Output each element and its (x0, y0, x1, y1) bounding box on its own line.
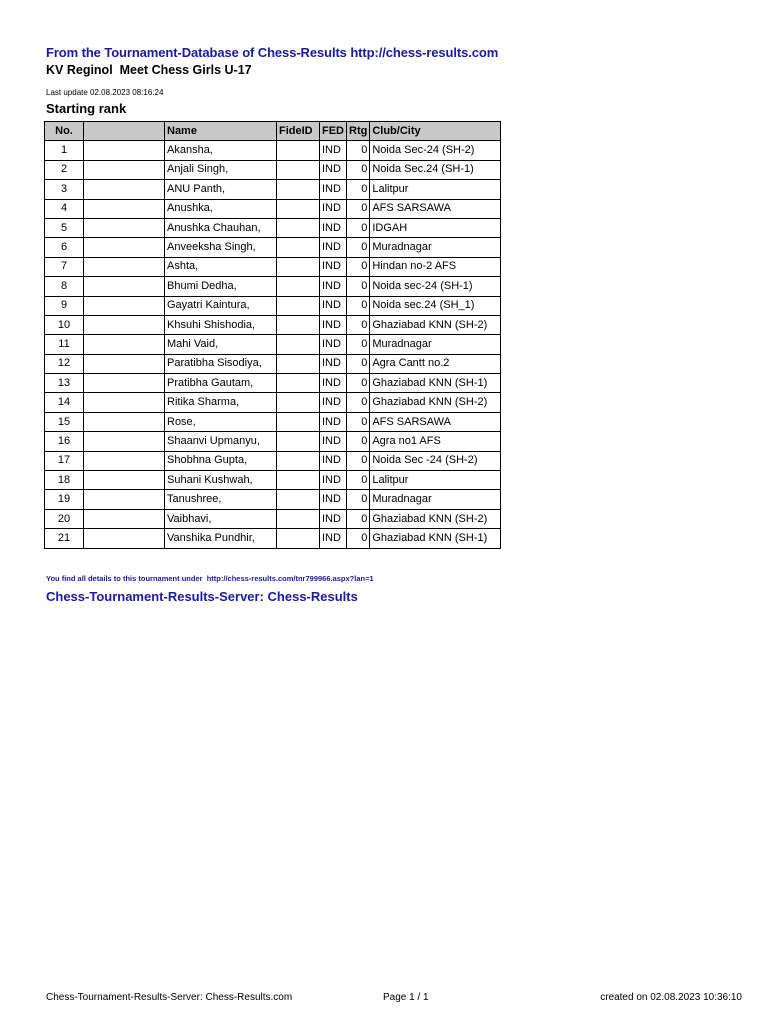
cell-club: Noida Sec -24 (SH-2) (370, 451, 501, 470)
cell-no: 13 (45, 374, 84, 393)
cell-club: Lalitpur (370, 180, 501, 199)
cell-no: 21 (45, 529, 84, 548)
cell-fed: IND (320, 490, 347, 509)
cell-fed: IND (320, 451, 347, 470)
cell-title (84, 141, 165, 160)
cell-no: 12 (45, 354, 84, 373)
cell-club: Muradnagar (370, 238, 501, 257)
table-row (45, 529, 501, 548)
column-header-name: Name (165, 122, 277, 141)
cell-no: 10 (45, 315, 84, 334)
table-row (45, 199, 501, 218)
cell-rtg: 0 (347, 529, 370, 548)
cell-name: Vanshika Pundhir, (165, 529, 277, 548)
column-header-title (84, 122, 165, 141)
cell-club: Agra no1 AFS (370, 432, 501, 451)
cell-name: Paratibha Sisodiya, (165, 354, 277, 373)
cell-fideid (277, 529, 320, 548)
table-row (45, 141, 501, 160)
cell-no: 9 (45, 296, 84, 315)
cell-no: 17 (45, 451, 84, 470)
page-number: Page 1 / 1 (383, 992, 429, 1003)
cell-rtg: 0 (347, 218, 370, 237)
cell-name: Shobhna Gupta, (165, 451, 277, 470)
cell-fed: IND (320, 432, 347, 451)
cell-title (84, 529, 165, 548)
cell-name: Ashta, (165, 257, 277, 276)
cell-club: Noida sec.24 (SH_1) (370, 296, 501, 315)
tournament-details-link[interactable]: http://chess-results.com/tnr799966.aspx?lan=1 (206, 574, 374, 583)
cell-fed: IND (320, 374, 347, 393)
cell-title (84, 180, 165, 199)
cell-rtg: 0 (347, 199, 370, 218)
cell-title (84, 335, 165, 354)
table-row (45, 277, 501, 296)
cell-name: Rose, (165, 412, 277, 431)
cell-name: Anveeksha Singh, (165, 238, 277, 257)
cell-fed: IND (320, 296, 347, 315)
cell-fideid (277, 141, 320, 160)
cell-no: 20 (45, 509, 84, 528)
cell-fed: IND (320, 277, 347, 296)
cell-rtg: 0 (347, 296, 370, 315)
footer-left: Chess-Tournament-Results-Server: Chess-Results.com (46, 992, 293, 1003)
cell-fed: IND (320, 257, 347, 276)
table-row (45, 354, 501, 373)
cell-title (84, 451, 165, 470)
cell-rtg: 0 (347, 160, 370, 179)
chess-results-link[interactable]: http://chess-results.com (350, 45, 499, 60)
cell-club: Ghaziabad KNN (SH-1) (370, 374, 501, 393)
cell-fed: IND (320, 335, 347, 354)
cell-rtg: 0 (347, 412, 370, 431)
cell-title (84, 412, 165, 431)
cell-name: Ritika Sharma, (165, 393, 277, 412)
cell-title (84, 354, 165, 373)
cell-fed: IND (320, 160, 347, 179)
starting-rank-table (44, 121, 501, 549)
cell-club: Ghaziabad KNN (SH-2) (370, 509, 501, 528)
cell-name: Shaanvi Upmanyu, (165, 432, 277, 451)
cell-name: Akansha, (165, 141, 277, 160)
cell-fideid (277, 432, 320, 451)
column-header-fideid: FideID (277, 122, 320, 141)
cell-club: Lalitpur (370, 471, 501, 490)
cell-name: Khsuhi Shishodia, (165, 315, 277, 334)
cell-fideid (277, 199, 320, 218)
server-title: Chess-Tournament-Results-Server: Chess-Results (46, 589, 358, 604)
cell-name: Mahi Vaid, (165, 335, 277, 354)
cell-fed: IND (320, 529, 347, 548)
cell-name: Bhumi Dedha, (165, 277, 277, 296)
cell-fideid (277, 509, 320, 528)
cell-name: Gayatri Kaintura, (165, 296, 277, 315)
cell-no: 2 (45, 160, 84, 179)
cell-rtg: 0 (347, 257, 370, 276)
cell-fideid (277, 471, 320, 490)
table-row (45, 315, 501, 334)
table-row (45, 296, 501, 315)
cell-fideid (277, 277, 320, 296)
cell-name: Suhani Kushwah, (165, 471, 277, 490)
cell-no: 11 (45, 335, 84, 354)
cell-fideid (277, 238, 320, 257)
cell-title (84, 393, 165, 412)
cell-name: Anushka Chauhan, (165, 218, 277, 237)
cell-fideid (277, 218, 320, 237)
cell-no: 18 (45, 471, 84, 490)
table-row (45, 412, 501, 431)
table-row (45, 160, 501, 179)
table-row (45, 374, 501, 393)
cell-no: 6 (45, 238, 84, 257)
cell-fed: IND (320, 471, 347, 490)
cell-club: Agra Cantt no.2 (370, 354, 501, 373)
table-row (45, 393, 501, 412)
details-prefix: You find all details to this tournament under (46, 574, 207, 583)
cell-title (84, 374, 165, 393)
cell-title (84, 199, 165, 218)
cell-title (84, 296, 165, 315)
cell-no: 15 (45, 412, 84, 431)
cell-rtg: 0 (347, 238, 370, 257)
cell-name: Vaibhavi, (165, 509, 277, 528)
cell-fideid (277, 315, 320, 334)
cell-title (84, 218, 165, 237)
section-title: Starting rank (46, 101, 127, 116)
cell-rtg: 0 (347, 393, 370, 412)
cell-title (84, 160, 165, 179)
cell-rtg: 0 (347, 374, 370, 393)
cell-fed: IND (320, 199, 347, 218)
cell-fideid (277, 180, 320, 199)
created-on: created on 02.08.2023 10:36:10 (600, 992, 742, 1003)
cell-title (84, 432, 165, 451)
cell-rtg: 0 (347, 509, 370, 528)
cell-fideid (277, 393, 320, 412)
cell-fed: IND (320, 393, 347, 412)
cell-club: Muradnagar (370, 335, 501, 354)
cell-club: AFS SARSAWA (370, 199, 501, 218)
cell-rtg: 0 (347, 432, 370, 451)
cell-fideid (277, 354, 320, 373)
cell-title (84, 509, 165, 528)
table-row (45, 490, 501, 509)
cell-no: 16 (45, 432, 84, 451)
cell-no: 4 (45, 199, 84, 218)
source-line (46, 45, 498, 60)
cell-no: 19 (45, 490, 84, 509)
table-row (45, 432, 501, 451)
column-header-rtg: Rtg (347, 122, 370, 141)
table-row (45, 218, 501, 237)
cell-club: Ghaziabad KNN (SH-2) (370, 315, 501, 334)
tournament-title: KV Reginol Meet Chess Girls U-17 (46, 63, 252, 77)
cell-title (84, 257, 165, 276)
cell-fideid (277, 490, 320, 509)
cell-fideid (277, 374, 320, 393)
table-row (45, 180, 501, 199)
cell-rtg: 0 (347, 335, 370, 354)
source-prefix: From the Tournament-Database of Chess-Results (46, 45, 351, 60)
cell-club: Hindan no-2 AFS (370, 257, 501, 276)
cell-title (84, 315, 165, 334)
column-header-club: Club/City (370, 122, 501, 141)
cell-no: 5 (45, 218, 84, 237)
cell-club: AFS SARSAWA (370, 412, 501, 431)
cell-name: Tanushree, (165, 490, 277, 509)
cell-rtg: 0 (347, 315, 370, 334)
cell-fideid (277, 451, 320, 470)
cell-fideid (277, 296, 320, 315)
cell-fed: IND (320, 180, 347, 199)
cell-rtg: 0 (347, 141, 370, 160)
table-row (45, 509, 501, 528)
cell-no: 3 (45, 180, 84, 199)
cell-no: 14 (45, 393, 84, 412)
cell-club: Muradnagar (370, 490, 501, 509)
cell-title (84, 238, 165, 257)
cell-fed: IND (320, 412, 347, 431)
cell-title (84, 490, 165, 509)
cell-fideid (277, 412, 320, 431)
table-row (45, 451, 501, 470)
cell-name: Anjali Singh, (165, 160, 277, 179)
table-header-row (45, 122, 501, 141)
cell-rtg: 0 (347, 180, 370, 199)
cell-no: 1 (45, 141, 84, 160)
cell-fideid (277, 335, 320, 354)
cell-name: Anushka, (165, 199, 277, 218)
cell-fideid (277, 257, 320, 276)
cell-title (84, 471, 165, 490)
cell-club: IDGAH (370, 218, 501, 237)
cell-no: 7 (45, 257, 84, 276)
cell-fideid (277, 160, 320, 179)
cell-fed: IND (320, 141, 347, 160)
table-row (45, 471, 501, 490)
cell-rtg: 0 (347, 471, 370, 490)
cell-name: ANU Panth, (165, 180, 277, 199)
cell-fed: IND (320, 315, 347, 334)
column-header-fed: FED (320, 122, 347, 141)
cell-club: Ghaziabad KNN (SH-1) (370, 529, 501, 548)
column-header-no: No. (45, 122, 84, 141)
table-row (45, 335, 501, 354)
cell-no: 8 (45, 277, 84, 296)
last-update: Last update 02.08.2023 08:16:24 (46, 88, 164, 97)
cell-fed: IND (320, 218, 347, 237)
table-body (45, 141, 501, 548)
cell-rtg: 0 (347, 354, 370, 373)
cell-rtg: 0 (347, 490, 370, 509)
cell-club: Noida Sec.24 (SH-1) (370, 160, 501, 179)
cell-fed: IND (320, 354, 347, 373)
cell-rtg: 0 (347, 451, 370, 470)
table-row (45, 257, 501, 276)
details-note (46, 574, 374, 583)
cell-rtg: 0 (347, 277, 370, 296)
cell-club: Ghaziabad KNN (SH-2) (370, 393, 501, 412)
cell-club: Noida Sec-24 (SH-2) (370, 141, 501, 160)
cell-title (84, 277, 165, 296)
cell-fed: IND (320, 238, 347, 257)
cell-name: Pratibha Gautam, (165, 374, 277, 393)
cell-club: Noida sec-24 (SH-1) (370, 277, 501, 296)
table-row (45, 238, 501, 257)
cell-fed: IND (320, 509, 347, 528)
